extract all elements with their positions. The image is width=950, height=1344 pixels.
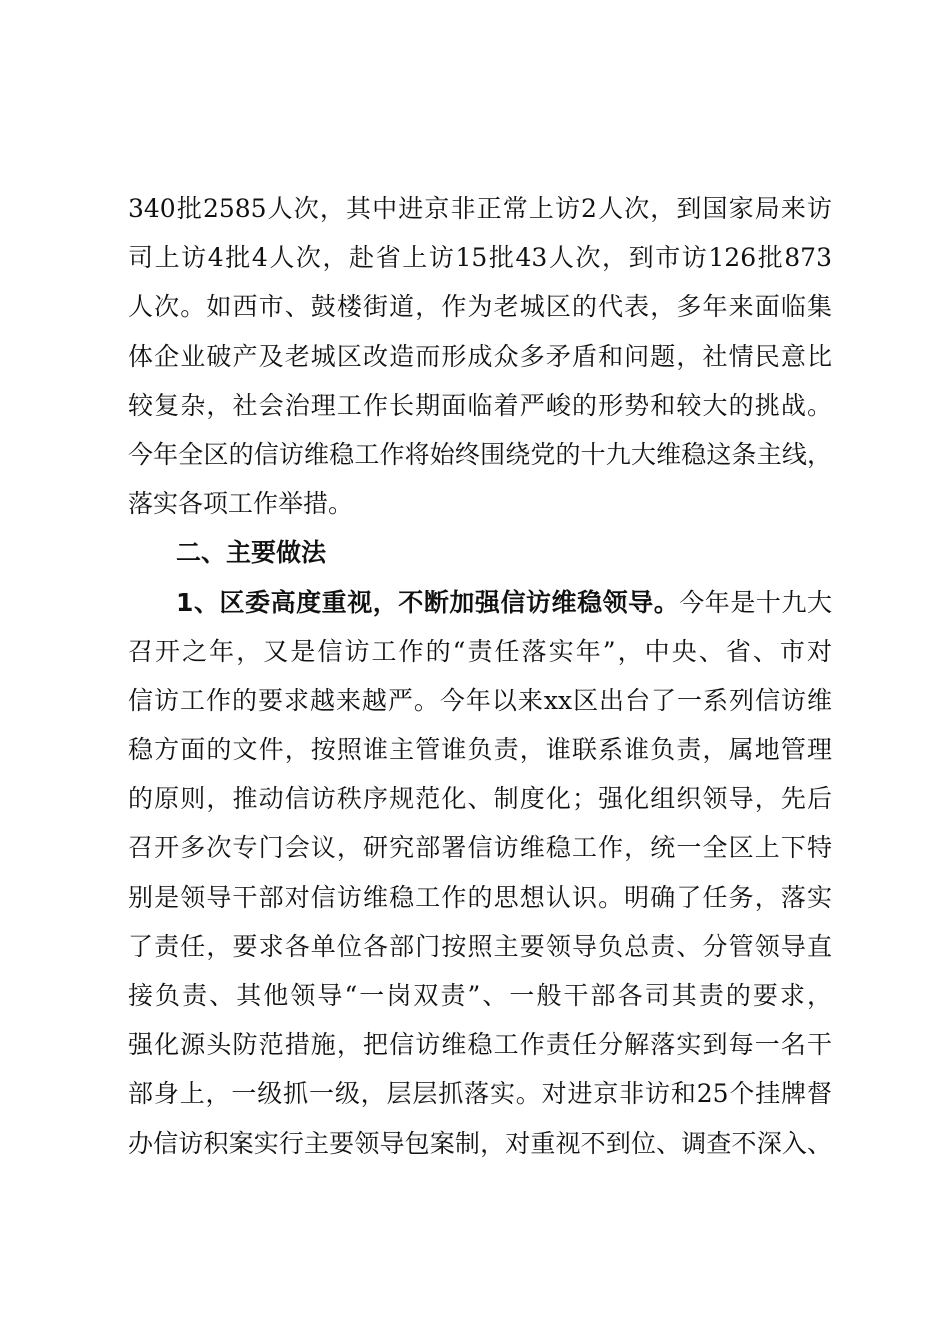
body-line: 召开多次专门会议，研究部署信访维稳工作，统一全区上下特 — [128, 833, 832, 863]
section-heading: 二、主要做法 — [176, 538, 327, 568]
body-line: 340批2585人次，其中进京非正常上访2人次，到国家局来访 — [128, 194, 832, 223]
body-line: 今年全区的信访维稳工作将始终围绕党的十九大维稳这条主线， — [128, 439, 832, 469]
body-line: 体企业破产及老城区改造而形成众多矛盾和问题，社情民意比 — [128, 341, 832, 371]
body-line: 落实各项工作举措。 — [128, 489, 354, 519]
point-1-first-line — [128, 578, 832, 627]
body-line: 较复杂，社会治理工作长期面临着严峻的形势和较大的挑战。 — [128, 390, 832, 420]
body-line: 别是领导干部对信访维稳工作的思想认识。明确了任务，落实 — [128, 882, 832, 912]
body-line: 稳方面的文件，按照谁主管谁负责，谁联系谁负责，属地管理 — [128, 735, 832, 765]
body-line: 部身上，一级抓一级，层层抓落实。对进京非访和25个挂牌督 — [128, 1079, 832, 1109]
body-line: 强化源头防范措施，把信访维稳工作责任分解落实到每一名干 — [128, 1030, 832, 1060]
body-line: 办信访积案实行主要领导包案制，对重视不到位、调查不深入、 — [128, 1128, 832, 1158]
point-1-title: 1、区委高度重视，不断加强信访维稳领导。 — [176, 587, 680, 617]
body-line: 信访工作的要求越来越严。今年以来xx区出台了一系列信访维 — [128, 685, 832, 715]
body-line: 人次。如西市、鼓楼街道，作为老城区的代表，多年来面临集 — [128, 292, 832, 322]
document-body — [128, 184, 832, 1168]
point-1-first-line-rest: 今年是十九大 — [679, 587, 832, 617]
body-line: 了责任，要求各单位各部门按照主要领导负总责、分管领导直 — [128, 931, 832, 961]
body-line: 召开之年，又是信访工作的“责任落实年”，中央、省、市对 — [128, 636, 832, 666]
body-line: 司上访4批4人次，赴省上访15批43人次，到市访126批873 — [128, 243, 832, 273]
body-line: 的原则，推动信访秩序规范化、制度化；强化组织领导，先后 — [128, 784, 832, 814]
body-line: 接负责、其他领导“一岗双责”、一般干部各司其责的要求， — [128, 981, 832, 1010]
